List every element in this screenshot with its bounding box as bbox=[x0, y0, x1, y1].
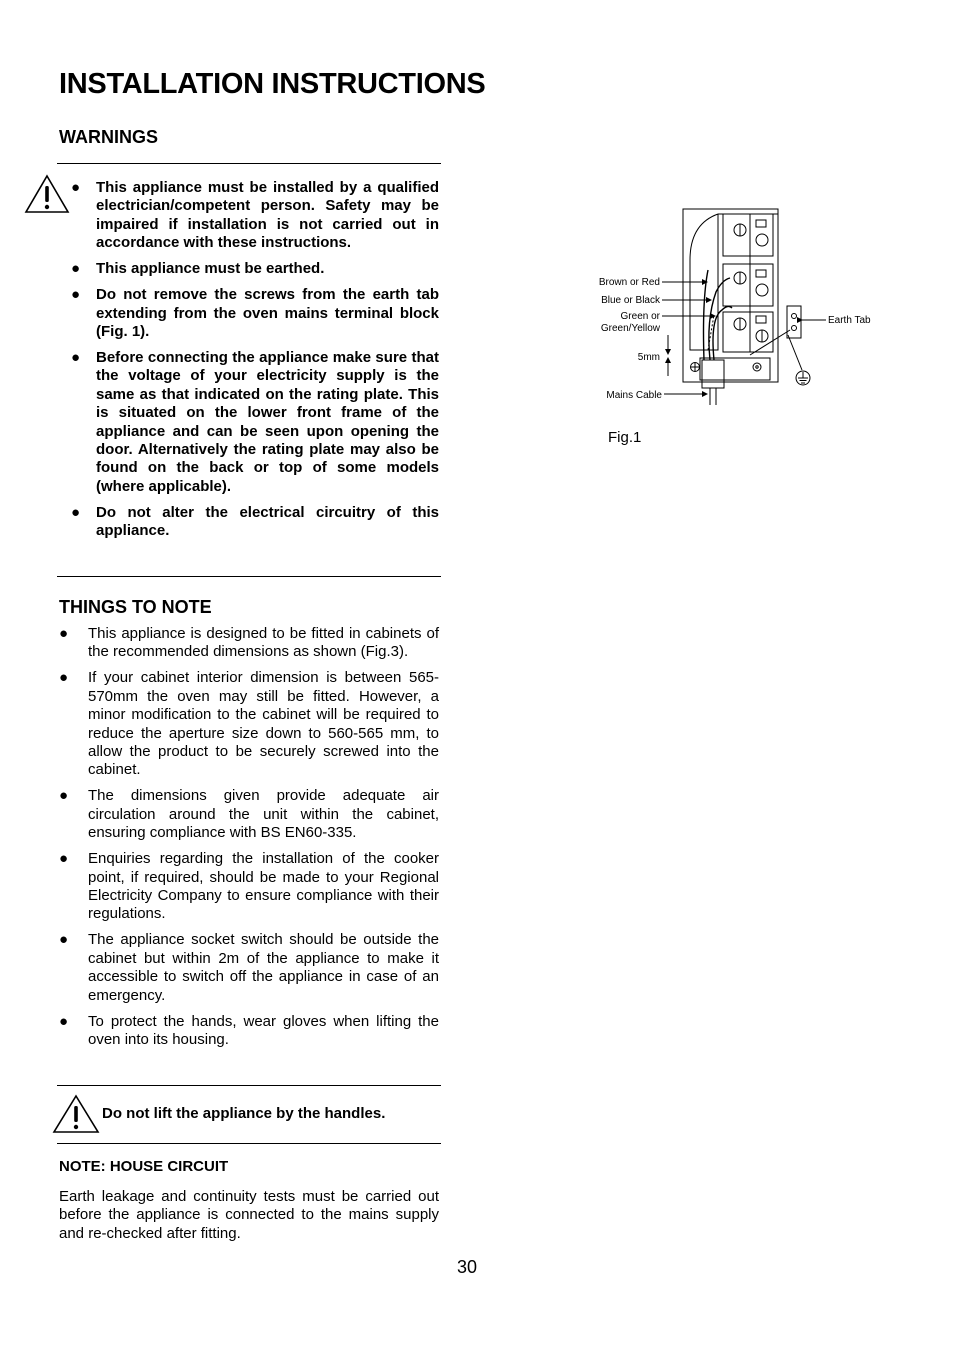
bullet-icon: ● bbox=[71, 260, 81, 278]
house-circuit-text: Earth leakage and continuity tests must be carried out before the appliance is connected to the mains supply and re-checked after fitting. bbox=[59, 1188, 439, 1242]
label-blue-or-black: Blue or Black bbox=[601, 295, 660, 306]
things-to-note-heading: THINGS TO NOTE bbox=[59, 597, 212, 617]
list-item: ● The appliance socket switch should be outside the cabinet but within 2m of the appliance to make it accessible to switch off the appliance in case of an emergency. bbox=[59, 931, 439, 1004]
bullet-icon: ● bbox=[59, 1012, 69, 1030]
label-5mm: 5mm bbox=[637, 352, 660, 363]
divider bbox=[57, 1085, 441, 1086]
list-item: ● Enquiries regarding the installation of the cooker point, if required, should be made to your Regional Electricity Company to ensure compliance with their regulations. bbox=[59, 850, 439, 923]
list-item: ● Before connecting the appliance make sure that the voltage of your electricity supply is the same as that indicated on the rating plate. This is situated on the lower front frame of the appliance and can be seen upon opening the door. Alternatively the rating plate may also be found on the back or top of some models (where applicable). bbox=[71, 349, 439, 495]
bullet-icon: ● bbox=[59, 669, 69, 687]
handles-warning-text: Do not lift the appliance by the handles. bbox=[102, 1105, 386, 1122]
bullet-icon: ● bbox=[59, 850, 69, 868]
bullet-icon: ● bbox=[59, 625, 69, 642]
page-title: INSTALLATION INSTRUCTIONS bbox=[59, 68, 486, 100]
label-green-yellow: Green/Yellow bbox=[600, 323, 660, 334]
label-mains-cable: Mains Cable bbox=[606, 390, 662, 401]
bullet-icon: ● bbox=[71, 503, 81, 521]
house-circuit-heading: NOTE: HOUSE CIRCUIT bbox=[59, 1158, 229, 1175]
list-item: ● This appliance must be earthed. bbox=[71, 260, 325, 278]
divider bbox=[57, 163, 441, 164]
list-item: ● This appliance must be installed by a qualified electrician/competent person. Safety may be impaired if installation is not carried out in accordance with these instructions. bbox=[71, 179, 439, 252]
bullet-icon: ● bbox=[71, 179, 81, 196]
list-item: ● Do not alter the electrical circuitry of this appliance. bbox=[71, 503, 439, 540]
list-item: ● If your cabinet interior dimension is between 565-570mm the oven may still be fitted. However, a minor modification to the cabinet will be required to reduce the aperture size down to 560-565 mm, to allow the product to be securely screwed into the cabinet. bbox=[59, 669, 439, 779]
list-item: ● To protect the hands, wear gloves when lifting the oven into its housing. bbox=[59, 1012, 439, 1049]
warning-triangle-icon bbox=[24, 174, 70, 214]
figure-caption: Fig.1 bbox=[608, 429, 642, 446]
divider bbox=[57, 1143, 441, 1144]
page-number: 30 bbox=[457, 1257, 478, 1277]
list-item: ● Do not remove the screws from the earth tab extending from the oven mains terminal block (Fig. 1). bbox=[71, 286, 439, 341]
bullet-icon: ● bbox=[59, 931, 69, 949]
warning-triangle-icon bbox=[52, 1094, 100, 1134]
label-brown-or-red: Brown or Red bbox=[598, 277, 660, 288]
bullet-icon: ● bbox=[71, 286, 81, 304]
warnings-heading: WARNINGS bbox=[59, 127, 158, 147]
divider bbox=[57, 576, 441, 577]
bullet-icon: ● bbox=[71, 349, 81, 367]
label-green-or: Green or bbox=[620, 311, 660, 322]
list-item: ● The dimensions given provide adequate air circulation around the unit within the cabinet, ensuring compliance with BS EN60-335. bbox=[59, 787, 439, 842]
terminal-block-diagram bbox=[590, 200, 890, 410]
warnings-list bbox=[69, 179, 439, 548]
label-earth-tab: Earth Tab bbox=[828, 315, 871, 326]
things-to-note-list bbox=[59, 625, 439, 1057]
list-item: ● This appliance is designed to be fitted in cabinets of the recommended dimensions as shown (Fig.3). bbox=[59, 625, 439, 661]
bullet-icon: ● bbox=[59, 787, 69, 805]
